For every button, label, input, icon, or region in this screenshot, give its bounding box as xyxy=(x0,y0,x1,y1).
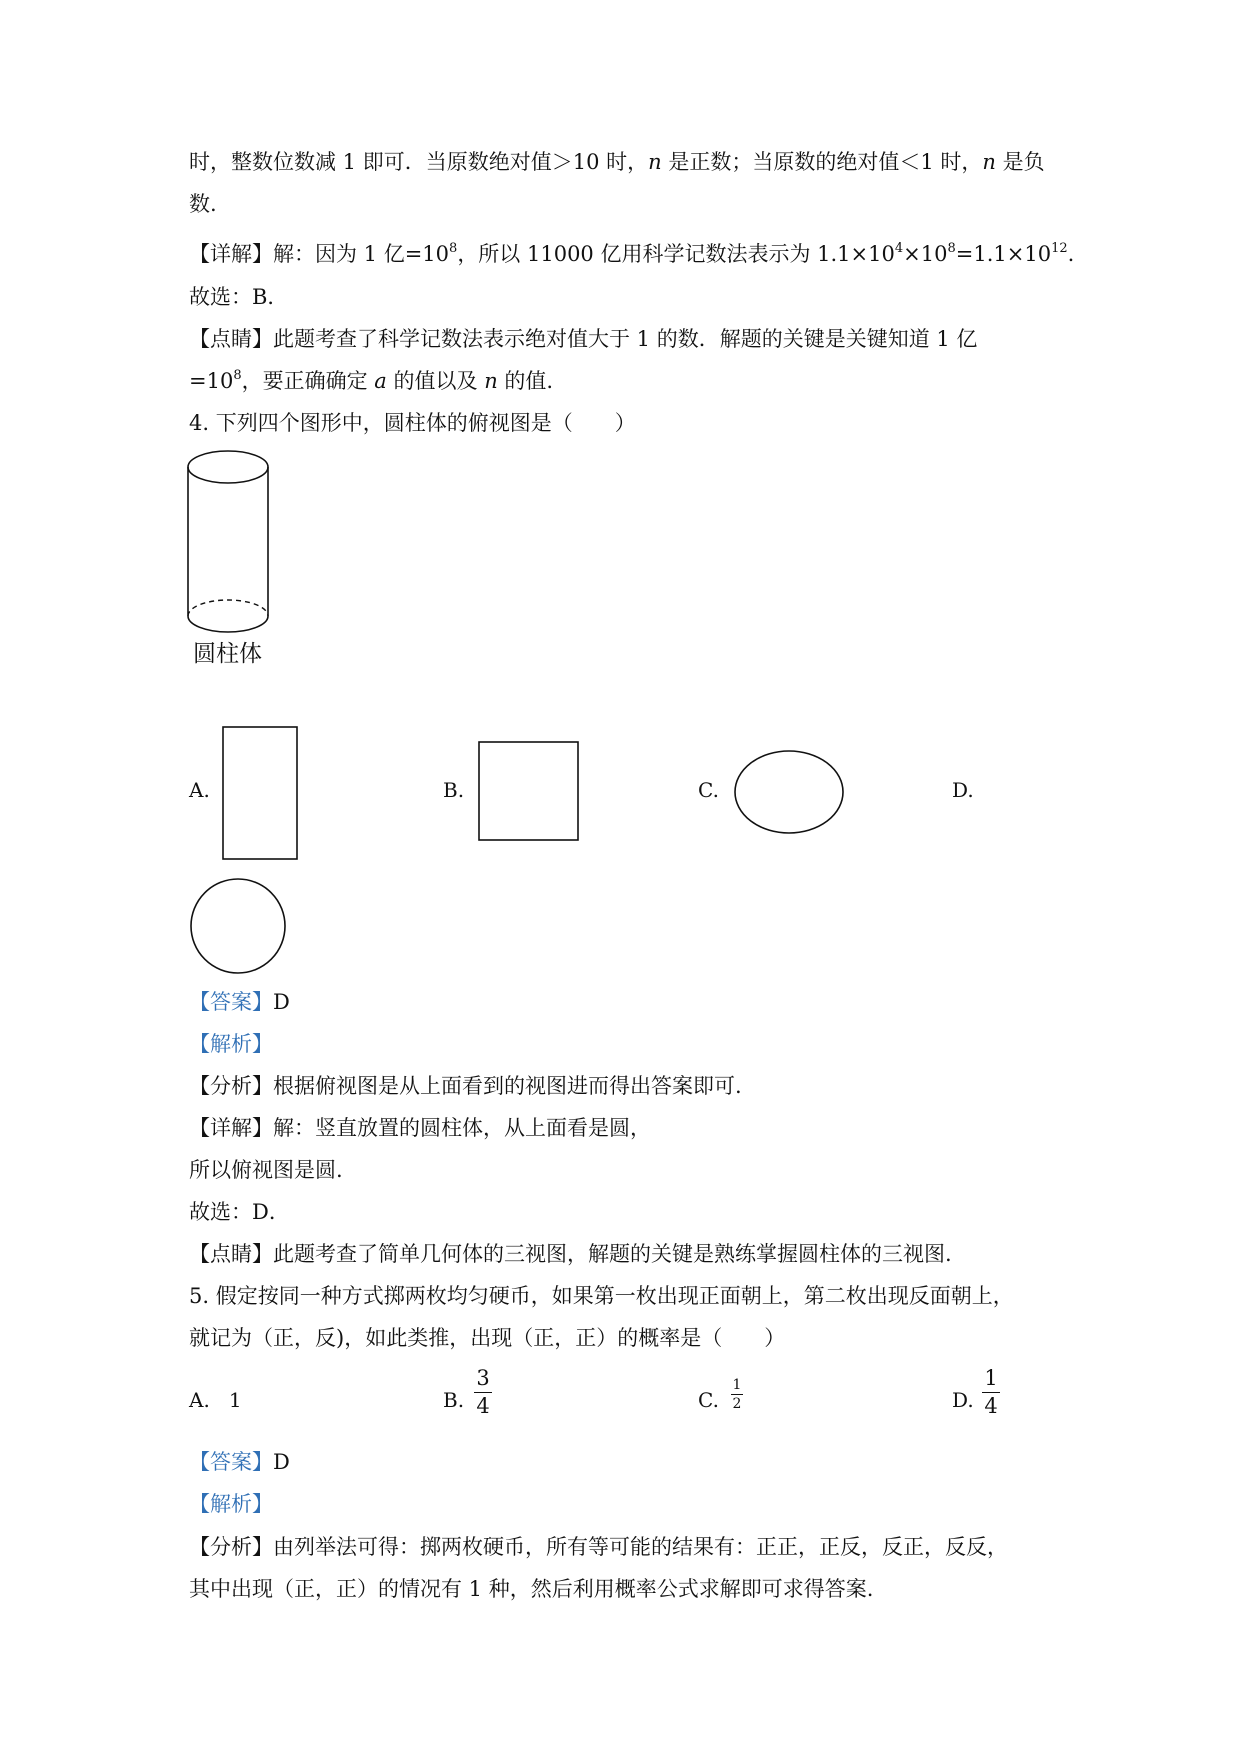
option-d-circle[interactable] xyxy=(189,877,287,975)
q5-answer: 【答案】D xyxy=(189,1450,290,1474)
cylinder-caption: 圆柱体 xyxy=(193,641,262,667)
q4-stem: 4. 下列四个图形中，圆柱体的俯视图是（ ） xyxy=(189,411,636,435)
q4-option-c-label: C. xyxy=(698,778,719,802)
q4-option-d-label: D. xyxy=(952,778,974,802)
q4-option-b-label: B. xyxy=(443,778,465,802)
q4-analysis-tag: 【解析】 xyxy=(189,1032,273,1056)
q5-option-d-label: D. xyxy=(952,1388,974,1412)
q5-option-d-fraction[interactable]: 1 4 xyxy=(982,1368,1000,1417)
q4-option-a-label: A. xyxy=(189,778,210,802)
var-n: n xyxy=(982,150,996,174)
q5-stem-1: 5. 假定按同一种方式掷两枚均匀硬币，如果第一枚出现正面朝上，第二枚出现反面朝上， xyxy=(189,1284,1014,1308)
q3-comment-2: $=10^8$，要正确确定 a 的值以及 n 的值. xyxy=(189,368,554,393)
intro-line-2: 数. xyxy=(189,192,217,216)
q5-option-b-fraction[interactable]: 3 4 xyxy=(474,1368,492,1417)
cylinder-bottom-front xyxy=(188,616,268,632)
q4-answer: 【答案】D xyxy=(189,990,290,1014)
option-c-ellipse[interactable] xyxy=(733,749,845,835)
q4-analysis: 【分析】根据俯视图是从上面看到的视图进而得出答案即可. xyxy=(189,1074,742,1098)
q5-analysis-2: 其中出现（正，正）的情况有 1 种，然后利用概率公式求解即可求得答案. xyxy=(189,1577,874,1601)
option-b-square[interactable] xyxy=(478,741,579,841)
var-a: a xyxy=(374,369,387,393)
q5-analysis-1: 【分析】由列举法可得：掷两枚硬币，所有等可能的结果有：正正，正反，反正，反反， xyxy=(189,1535,1008,1559)
cylinder-figure xyxy=(186,450,276,635)
q5-option-c-fraction[interactable]: 1 2 xyxy=(732,1377,742,1412)
var-n: n xyxy=(648,150,662,174)
cylinder-top-ellipse xyxy=(188,451,268,483)
q4-detail-1: 【详解】解：竖直放置的圆柱体，从上面看是圆， xyxy=(189,1116,651,1140)
q5-option-b-label: B. xyxy=(443,1388,465,1412)
q4-comment: 【点睛】此题考查了简单几何体的三视图，解题的关键是熟练掌握圆柱体的三视图. xyxy=(189,1242,952,1266)
q4-detail-2: 所以俯视图是圆. xyxy=(189,1158,343,1182)
q3-detail: 【详解】解：因为 1 亿$=10^8$，所以 11000 亿用科学记数法表示为 $1.1\times 10^4\times 10^8=1.1\times 10^{12}$. xyxy=(189,241,1075,266)
cylinder-bottom-back-dashed xyxy=(188,600,268,616)
q5-analysis-tag: 【解析】 xyxy=(189,1492,273,1516)
q3-choice: 故选：B． xyxy=(189,285,289,309)
q5-stem-2: 就记为（正，反)，如此类推，出现（正，正）的概率是（ ） xyxy=(189,1326,786,1350)
q3-comment-1: 【点睛】此题考查了科学记数法表示绝对值大于 1 的数．解题的关键是关键知道 1 亿 xyxy=(189,327,978,351)
q5-option-c-label: C. xyxy=(698,1388,719,1412)
var-n: n xyxy=(484,369,498,393)
option-a-rectangle[interactable] xyxy=(222,726,298,860)
intro-line-1: 时，整数位数减 1 即可．当原数绝对值＞10 时，n 是正数；当原数的绝对值＜1 时，n 是负 xyxy=(189,150,1045,174)
q5-option-a[interactable]: A. 1 xyxy=(189,1388,242,1412)
q4-choice: 故选：D． xyxy=(189,1200,290,1224)
